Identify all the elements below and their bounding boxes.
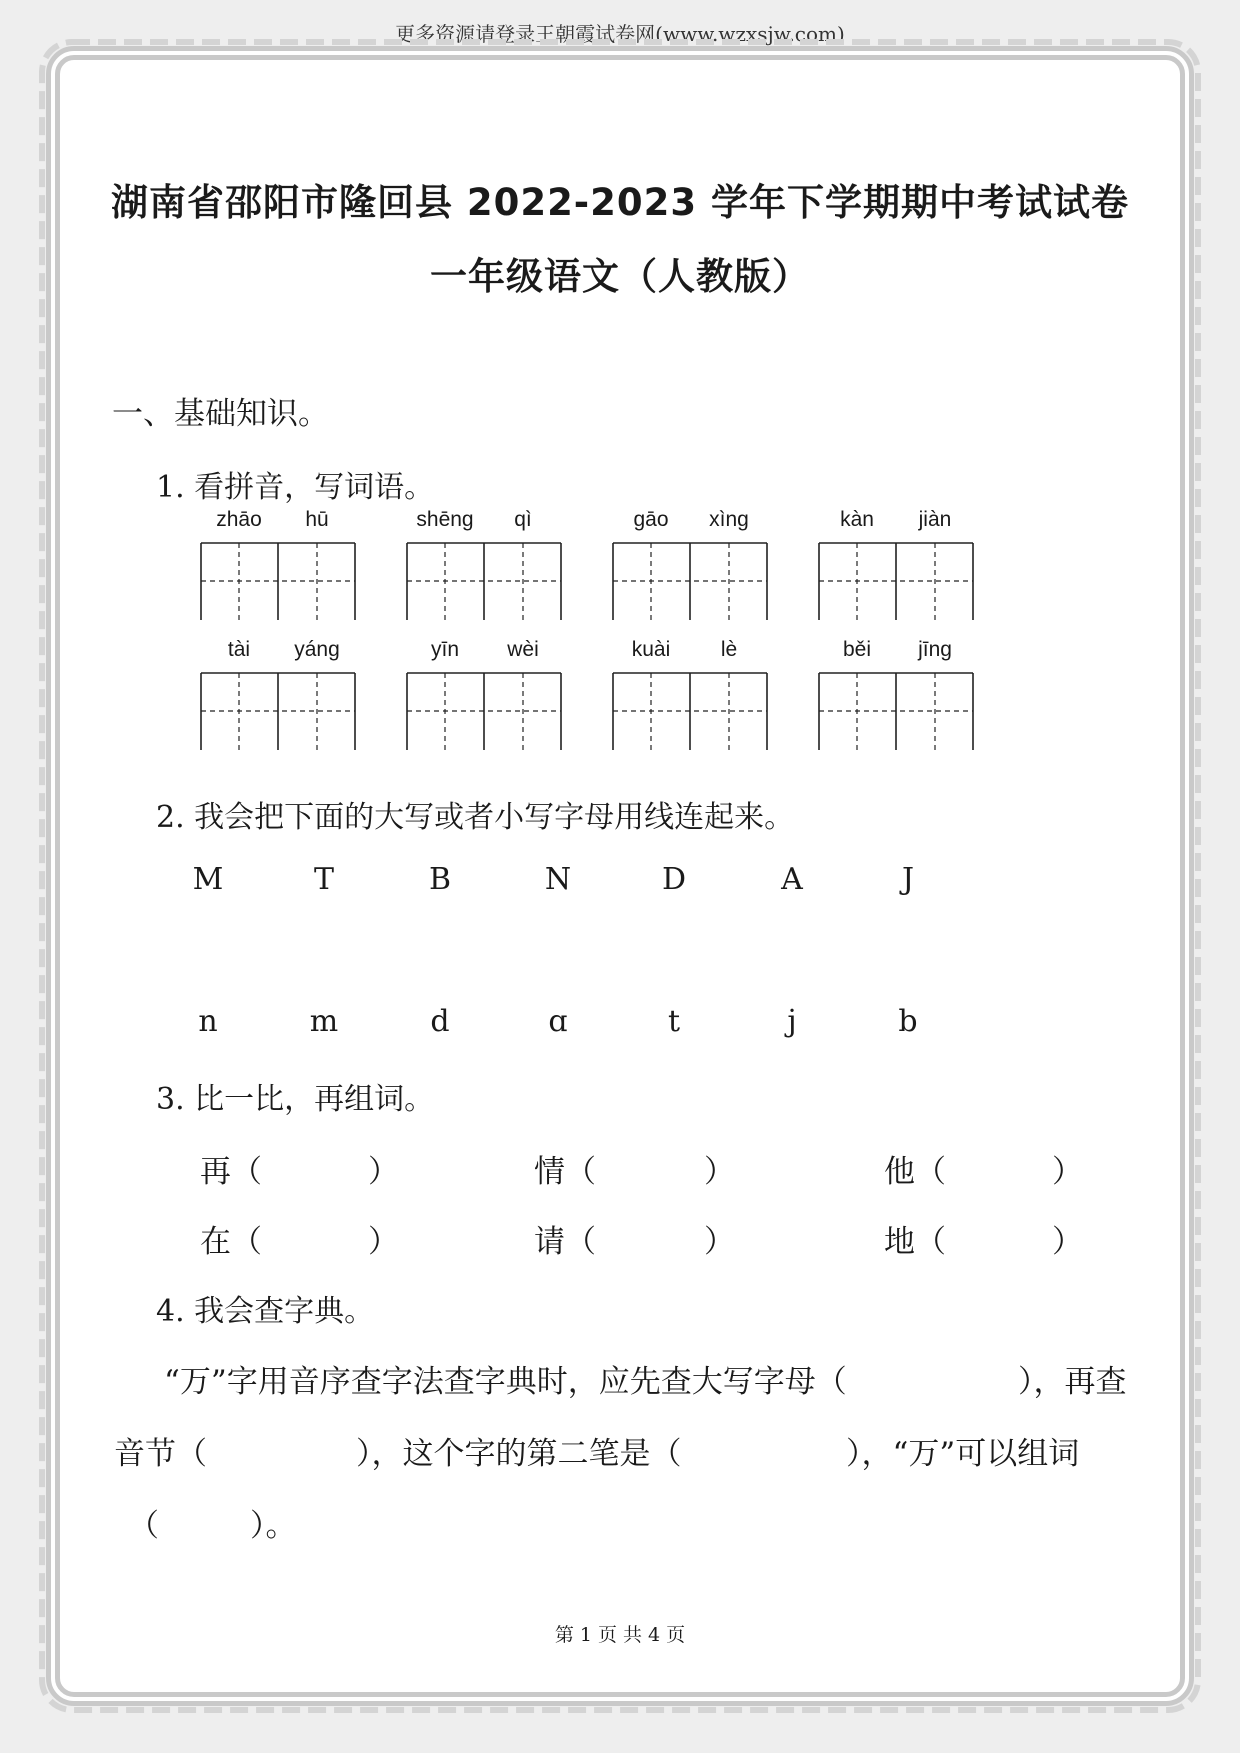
compare-close: ） — [704, 1224, 735, 1260]
watermark-text: 更多资源请登录王朝霞试卷网(www.wzxsjw.com) — [395, 22, 845, 46]
section-heading: 一、基础知识。 — [112, 396, 329, 432]
pinyin-labels — [818, 638, 974, 668]
writing-grid[interactable] — [406, 542, 562, 620]
lowercase-letter[interactable]: m — [309, 1004, 339, 1039]
lowercase-letter[interactable]: ɑ — [548, 1004, 568, 1039]
question-3-heading: 3. 比一比，再组词。 — [156, 1082, 435, 1117]
q4-line3-b: ）。 — [250, 1508, 297, 1544]
pinyin-labels — [406, 508, 562, 538]
uppercase-letter[interactable]: A — [781, 862, 803, 897]
pinyin-syllable: yáng — [294, 638, 340, 661]
q4-line1-b: ），再查 — [1018, 1364, 1127, 1400]
pinyin-labels — [612, 638, 768, 668]
pinyin-labels — [818, 508, 974, 538]
pinyin-syllable: kuài — [631, 638, 671, 661]
compare-item[interactable]: 情（ — [534, 1154, 596, 1190]
pinyin-syllable: shēng — [416, 508, 474, 531]
pinyin-labels — [406, 638, 562, 668]
lowercase-letter[interactable]: j — [787, 1004, 797, 1039]
pinyin-syllable: hū — [305, 508, 329, 531]
compare-close: ） — [704, 1154, 735, 1190]
compare-close: ） — [1052, 1154, 1083, 1190]
uppercase-letter[interactable]: D — [661, 862, 687, 897]
pinyin-syllable: lè — [720, 638, 738, 661]
lowercase-letter[interactable]: b — [898, 1004, 918, 1039]
compare-close: ） — [1052, 1224, 1083, 1260]
compare-item[interactable]: 地（ — [884, 1224, 946, 1260]
uppercase-letter[interactable]: T — [313, 862, 334, 897]
writing-grid[interactable] — [406, 672, 562, 750]
exam-subtitle: 一年级语文（人教版） — [430, 255, 810, 298]
compare-item[interactable]: 再（ — [200, 1154, 262, 1190]
pinyin-labels — [200, 508, 356, 538]
uppercase-letter[interactable]: M — [192, 862, 224, 897]
pinyin-syllable: xìng — [709, 508, 749, 531]
writing-grid[interactable] — [612, 672, 768, 750]
lowercase-letter[interactable]: d — [430, 1004, 450, 1039]
pinyin-syllable: tài — [227, 638, 251, 661]
exam-title: 湖南省邵阳市隆回县 2022-2023 学年下学期期中考试试卷 — [110, 181, 1130, 224]
pinyin-syllable: kàn — [840, 508, 874, 531]
lowercase-letter[interactable]: n — [198, 1004, 218, 1039]
pinyin-syllable: yīn — [430, 638, 459, 661]
pinyin-labels — [612, 508, 768, 538]
uppercase-letter[interactable]: N — [544, 862, 572, 897]
pinyin-syllable: běi — [842, 638, 872, 661]
pinyin-labels — [200, 638, 356, 668]
pinyin-syllable: gāo — [633, 508, 669, 531]
uppercase-letter[interactable]: J — [901, 862, 915, 897]
q4-line2-b: ），这个字的第二笔是（ — [356, 1436, 682, 1472]
compare-item[interactable]: 在（ — [200, 1224, 262, 1260]
writing-grid[interactable] — [200, 672, 356, 750]
q4-line1-a: “万”字用音序查字法查字典时，应先查大写字母（ — [164, 1364, 847, 1400]
question-1-heading: 1. 看拼音，写词语。 — [156, 470, 435, 505]
pinyin-syllable: jīng — [918, 638, 952, 661]
q4-line2-a: 音节（ — [114, 1436, 207, 1472]
question-2-heading: 2. 我会把下面的大写或者小写字母用线连起来。 — [156, 800, 795, 835]
q4-line3-a: （ — [128, 1508, 159, 1544]
writing-grid[interactable] — [818, 542, 974, 620]
page-footer: 第 1 页 共 4 页 — [554, 1624, 686, 1646]
compare-item[interactable]: 他（ — [884, 1154, 946, 1190]
compare-item[interactable]: 请（ — [534, 1224, 596, 1260]
lowercase-letter[interactable]: t — [667, 1004, 681, 1039]
pinyin-syllable: qì — [514, 508, 532, 531]
writing-grid[interactable] — [612, 542, 768, 620]
writing-grid[interactable] — [200, 542, 356, 620]
writing-grid[interactable] — [818, 672, 974, 750]
pinyin-syllable: zhāo — [216, 508, 262, 531]
pinyin-syllable: wèi — [507, 638, 539, 661]
pinyin-syllable: jiàn — [918, 508, 952, 531]
question-4-heading: 4. 我会查字典。 — [156, 1294, 375, 1329]
uppercase-letter[interactable]: B — [428, 862, 452, 897]
compare-close: ） — [368, 1154, 399, 1190]
compare-close: ） — [368, 1224, 399, 1260]
q4-line2-c: ），“万”可以组词 — [846, 1436, 1080, 1472]
